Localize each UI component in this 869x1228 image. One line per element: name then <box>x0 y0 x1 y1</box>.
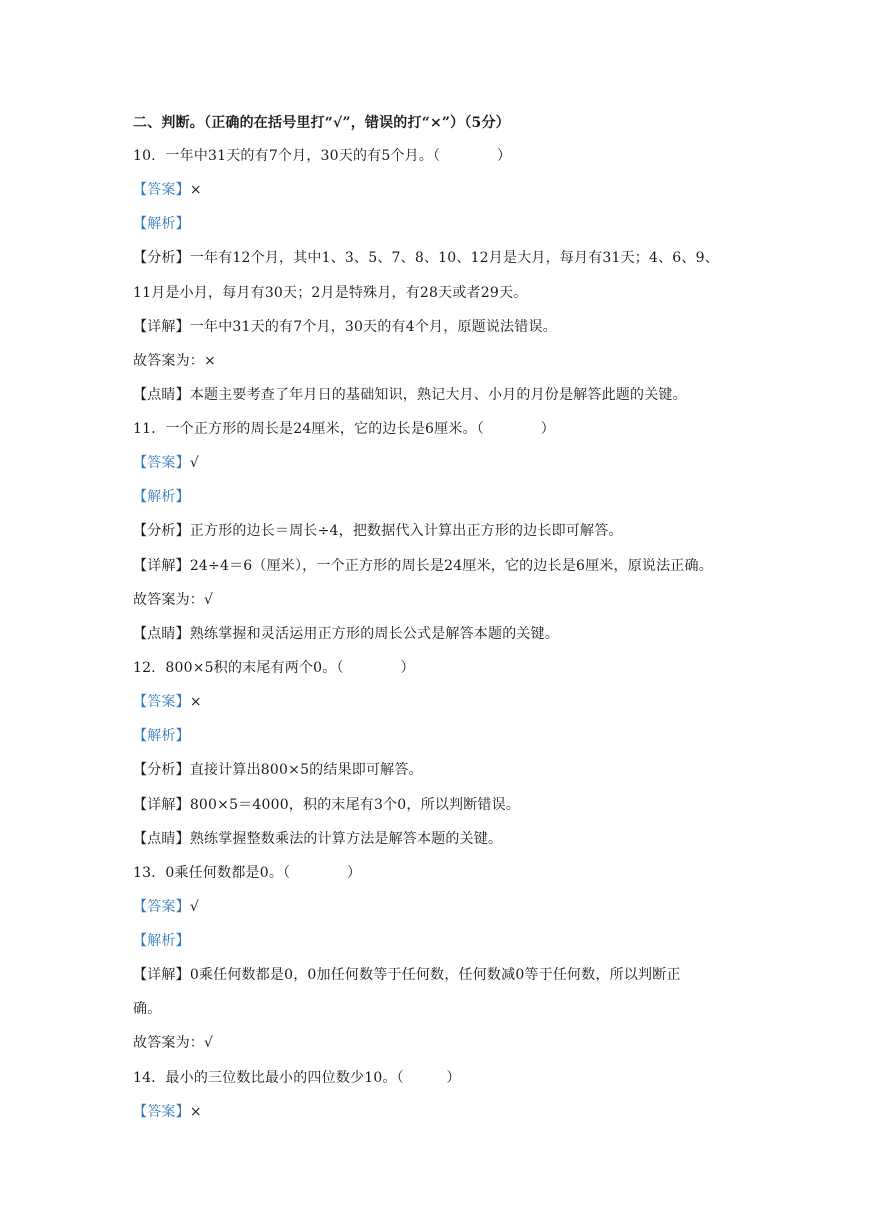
q13-answer: √ <box>189 899 199 915</box>
q11-fenxi-row <box>133 521 753 541</box>
q10-analysis-label: 【解析】 <box>133 216 190 232</box>
q10-dianjing-row <box>133 385 753 405</box>
q14-answer: × <box>189 1104 202 1120</box>
section-heading: 二、判断。（正确的在括号里打“√”，错误的打“×”）（5分） <box>133 115 510 131</box>
fenxi-label: 【分析】 <box>133 523 190 539</box>
q13-gudaan: √ <box>204 1035 214 1051</box>
q11-dianjing: 熟练掌握和灵活运用正方形的周长公式是解答本题的关键。 <box>189 626 560 642</box>
xiangjie-label: 【详解】 <box>133 319 190 335</box>
q10-answer-row <box>133 180 753 200</box>
q13-gudaan-row <box>133 1033 753 1053</box>
q10-answer: × <box>189 182 202 198</box>
xiangjie-label: 【详解】 <box>133 797 190 813</box>
answer-label: 【答案】 <box>133 899 190 915</box>
q12-fenxi-row <box>133 760 753 780</box>
q11-dianjing-row <box>133 624 753 644</box>
q10-dianjing: 本题主要考查了年月日的基础知识，熟记大月、小月的月份是解答此题的关键。 <box>189 387 687 403</box>
q13-xiangjie-row <box>133 965 753 985</box>
q12-dianjing: 熟练掌握整数乘法的计算方法是解答本题的关键。 <box>189 831 503 847</box>
q11-question: 11．一个正方形的周长是24厘米，它的边长是6厘米。（ ） <box>133 421 555 437</box>
q10-xiangjie-row <box>133 317 753 337</box>
q11-xiangjie: 24÷4＝6（厘米），一个正方形的周长是24厘米，它的边长是6厘米，原说法正确。 <box>189 558 713 574</box>
gudaan-label: 故答案为： <box>133 592 204 608</box>
gudaan-label: 故答案为： <box>133 1035 204 1051</box>
xiangjie-label: 【详解】 <box>133 558 190 574</box>
q13-xiangjie-line2: 确。 <box>133 1001 162 1017</box>
q10-fenxi-row <box>133 248 753 268</box>
q14-question: 14．最小的三位数比最小的四位数少10。（ ） <box>133 1070 461 1086</box>
q10-gudaan: × <box>204 353 216 369</box>
answer-label: 【答案】 <box>133 455 190 471</box>
q13-answer-row <box>133 897 753 917</box>
answer-label: 【答案】 <box>133 694 190 710</box>
q12-fenxi: 直接计算出800×5的结果即可解答。 <box>189 762 423 778</box>
q12-xiangjie: 800×5＝4000，积的末尾有3个0，所以判断错误。 <box>189 797 521 813</box>
q10-xiangjie: 一年中31天的有7个月，30天的有4个月，原题说法错误。 <box>189 319 557 335</box>
q13-question: 13．0乘任何数都是0。（ ） <box>133 865 362 881</box>
q13-analysis-label: 【解析】 <box>133 933 190 949</box>
fenxi-label: 【分析】 <box>133 250 190 266</box>
dianjing-label: 【点睛】 <box>133 626 190 642</box>
q11-fenxi: 正方形的边长＝周长÷4，把数据代入计算出正方形的边长即可解答。 <box>189 523 623 539</box>
q10-fenxi-line1: 一年有12个月，其中1、3、5、7、8、10、12月是大月，每月有31天；4、6、9、 <box>189 250 719 266</box>
q10-gudaan-row <box>133 351 753 371</box>
xiangjie-label: 【详解】 <box>133 967 190 983</box>
q11-gudaan-row <box>133 590 753 610</box>
q12-answer-row <box>133 692 753 712</box>
q10-fenxi-line2: 11月是小月，每月有30天；2月是特殊月，有28天或者29天。 <box>133 285 528 301</box>
q11-answer: √ <box>189 455 199 471</box>
q11-answer-row <box>133 453 753 473</box>
q12-xiangjie-row <box>133 795 753 815</box>
dianjing-label: 【点睛】 <box>133 831 190 847</box>
dianjing-label: 【点睛】 <box>133 387 190 403</box>
q10-question: 10．一年中31天的有7个月，30天的有5个月。（ ） <box>133 148 512 164</box>
q11-xiangjie-row <box>133 556 753 576</box>
q12-answer: × <box>189 694 202 710</box>
answer-label: 【答案】 <box>133 1104 190 1120</box>
answer-label: 【答案】 <box>133 182 190 198</box>
q12-analysis-label: 【解析】 <box>133 728 190 744</box>
fenxi-label: 【分析】 <box>133 762 190 778</box>
q14-answer-row <box>133 1102 753 1122</box>
q11-gudaan: √ <box>204 592 214 608</box>
q12-dianjing-row <box>133 829 753 849</box>
q13-xiangjie-line1: 0乘任何数都是0，0加任何数等于任何数，任何数减0等于任何数，所以判断正 <box>189 967 681 983</box>
gudaan-label: 故答案为： <box>133 353 204 369</box>
q12-question: 12．800×5积的末尾有两个0。（ ） <box>133 660 415 676</box>
q11-analysis-label: 【解析】 <box>133 489 190 505</box>
